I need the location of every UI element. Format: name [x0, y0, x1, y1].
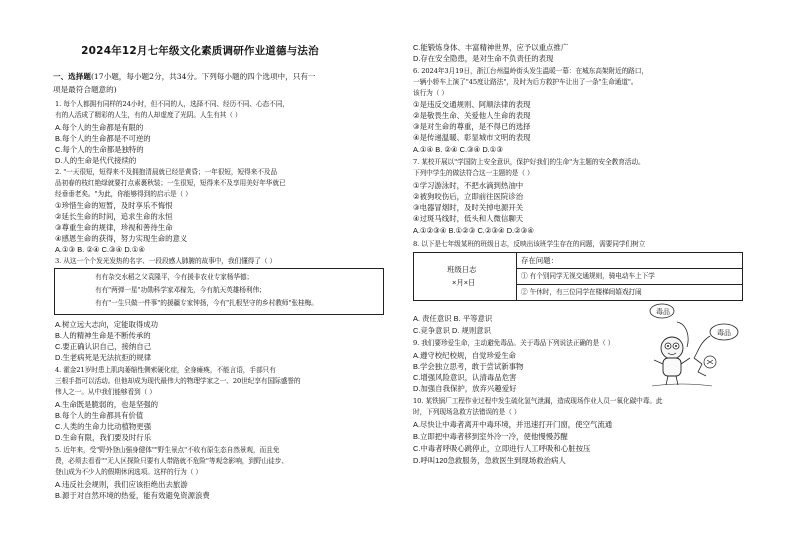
q5-option-c: C.能锻炼身体、丰富精神世界，应予以重点推广 [413, 43, 569, 52]
page-title: 2024年12月七年级文化素质调研作业道德与法治 [81, 45, 319, 57]
q4-option-a: A.生命既是脆弱的，也是坚强的 [55, 400, 159, 409]
section-heading: 一、选择题(17小题，每小题2分，共34分。下列每小题的四个选项中，只有一 [53, 72, 316, 81]
class-log-table [413, 252, 743, 301]
q7-options: A.①②③④ B.①②③ C.②③④ D.②③④ [413, 226, 535, 235]
quote-line: 有有杂交水稻之父袁隆平，今有援非农业专家杨华德； [95, 273, 254, 281]
q2-choice: ④感恩生命的获得，努力实现生命的意义 [55, 234, 188, 243]
q10-option-a: A.尽快让中毒者离开中毒环境，并迅速打开门窗，使空气流通 [413, 420, 613, 429]
q9-option-d: D.加强自我保护，放弃兴趣爱好 [413, 384, 517, 393]
q3-quote-box [54, 268, 384, 315]
q4-stem: 三根手指可以活动。但他却成为现代最伟大的物理学家之一、20世纪享有国际盛誉的 [55, 377, 301, 385]
q7-stem: 7. 某校开展以"学国防上安全意识，保护好我们的生命"为主题的安全教育活动。 [413, 158, 645, 166]
table-row-1: ① 有个别同学无视交通规则，骑电动车上下学 [521, 272, 655, 280]
q4-stem: 伟人之一。从中我们能够看到（ ） [55, 388, 156, 396]
q7-stem: 下列中学生的做法符合这一主题的是（ ） [413, 169, 534, 177]
q9-option-b: B.学会独立思考，敢于尝试新事物 [413, 362, 524, 371]
q6-options: A.①④ B. ②④ C.③④ D.①③ [413, 145, 503, 154]
q7-choice: ③电器冒烟时，及时关掉电源开关 [413, 203, 524, 212]
section-heading-cont: 项是最符合题意的) [53, 85, 117, 94]
q6-stem: 该行为（ ） [413, 89, 448, 97]
table-head: 存在问题： [521, 256, 558, 265]
q5-option-d: D.存在安全隐患，是对生命不负责任的表现 [413, 54, 554, 63]
table-log-date: ×月×日 [452, 278, 476, 287]
q3-option-c: C.要正确认识自己，接纳自己 [55, 342, 152, 351]
q3-option-a: A.树立远大志向，定能取得成功 [55, 320, 159, 329]
q1-option-b: B.每个人的生命都是不可逆的 [55, 134, 151, 143]
q7-choice: ④过斑马线时，低头和人微信聊天 [413, 214, 524, 223]
cartoon-label-right: 毒品 [717, 329, 731, 337]
q6-stem: 一辆小轿车上演了"45度让路法"，及时为后方救护车让出了一条"生命通道"。 [413, 78, 638, 86]
quote-line: 有有"一生只做一件事"的援疆专家钟扬，今有"扎根坚守的乡村教师"张桂梅。 [95, 299, 318, 307]
q10-stem: 10. 某铁锅厂工程作业过程中发生硫化氢气泄漏，造成现场作业人员一氧化碳中毒。此 [413, 397, 663, 405]
q6-choice: ④是传递温暖、彰显城市文明的表现 [413, 133, 531, 142]
q3-stem: 3. 从这一个个发光发热的名字、一段段感人肺腑的故事中，我们懂得了（ ） [55, 257, 277, 265]
q5-option-a: A.违反社会规则，我们应该拒绝出去旅游 [55, 480, 188, 489]
q2-choice: ①珍惜生命的短暂，及时享乐不悔恨 [55, 201, 173, 210]
q1-option-c: C.每个人的生命都是独特的 [55, 145, 144, 154]
q8-options-ab: A. 责任意识 B. 平等意识 [413, 314, 493, 323]
table-row-2: ② 午休时，有三位同学在楼梯间嬉戏打闹 [521, 288, 642, 296]
q9-stem: 9. 我们要珍爱生命，主动避免毒品。关于毒品下列说法正确的是（ ） [413, 339, 615, 347]
q4-option-d: D.生命有限，我们要及时行乐 [55, 433, 152, 442]
q3-option-d: D.生老病死是无法抗拒的规律 [55, 353, 152, 362]
q7-choice: ②被狗咬伤后，立即前往医院诊治 [413, 192, 524, 201]
q2-stem: 品初春的枝红艳绿就要打点素裹秋装；一生很短，短得来不及享用美好年华就已 [55, 179, 286, 187]
q4-option-b: B.每个人的生命都具有价值 [55, 411, 144, 420]
q5-stem: 5. 近年来，受"野外登山强身健体""野生景点"不收有原生态自然景观，而且免 [55, 446, 280, 454]
q10-option-c: C.中毒者呼吸心跳停止，立即进行人工呼吸和心脏按压 [413, 444, 591, 453]
q1-stem: 有的人活成了精彩的人生，有的人却虚度了光阴。人生有其（ ） [55, 111, 242, 119]
q8-stem: 8. 以下是七年级某班的班级日志，反映出该班学生存在的问题，需要同学们树立 [413, 240, 646, 248]
q2-options: A.①③ B. ②④ C.③④ D.①④ [55, 245, 145, 254]
q2-stem: 2. "一天很短，短得来不及拥抱清晨就已经是黄昏；一年很短，短得来不及品 [55, 168, 277, 176]
table-log-title: 班级日志 [447, 265, 477, 274]
q6-stem: 6. 2024年3月19日，浙江台州温岭街头发生温暖一幕：在城东高架附近的路口， [413, 67, 648, 75]
q1-option-d: D.人的生命是代代接续的 [55, 156, 137, 165]
q8-options-cd: C.竞争意识 D. 规则意识 [413, 326, 492, 335]
q9-option-c: C.增强风险意识，认清毒品危害 [413, 373, 517, 382]
q5-stem: 费，必须去看看""无人区探险只要有人带路就不危险"等观念影响，到野山徒步、 [55, 457, 288, 465]
q6-choice: ③是对生命的尊重，是不得已的选择 [413, 122, 531, 131]
q9-option-a: A.遵守校纪校规，自觉珍爱生命 [413, 351, 517, 360]
q7-choice: ①学习游泳时，不把水滴到热油中 [413, 181, 524, 190]
q4-stem: 4. 霍金21岁时患上肌肉萎缩性侧索硬化症，全身瘫痪，不能言语，手部只有 [55, 366, 276, 374]
cartoon-label-left: 毒品 [656, 308, 670, 316]
q3-option-b: B.人的精神生命是不断传承的 [55, 331, 151, 340]
q2-choice: ②延长生命的时间，追求生命的永恒 [55, 212, 173, 221]
q5-stem: 登山成为不少人的假期休闲选项。这样的行为（ ） [55, 468, 202, 476]
q2-choice: ③尊重生命的规律，珍视和善待生命 [55, 223, 173, 232]
q10-stem: 时，下列现场急救方法错误的是（ ） [413, 408, 521, 416]
q10-option-d: D.呼叫120急救服务，急救医生到现场救治病人 [413, 456, 566, 465]
q6-choice: ①是违反交通规则、阿顺法律的表现 [413, 100, 531, 109]
q4-option-c: C.人类的生命力比动植物更强 [55, 422, 152, 431]
q6-choice: ②是敬畏生命、关爱他人生命的表现 [413, 111, 531, 120]
anti-drug-cartoon [632, 302, 746, 390]
q10-option-b: B.立即把中毒者移到室外冷一冷，使他慢慢苏醒 [413, 432, 568, 441]
q1-stem: 1. 每个人都拥有同样的24小时，但不同的人，选择不同、经历不同、心态不同， [55, 100, 289, 108]
q2-stem: 经垂垂老矣。"为此，你能够得到的启示是（ ） [55, 190, 192, 198]
q5-option-b: B.源于对自然环境的热爱，能有效避免资源浪费 [55, 491, 210, 500]
q1-option-a: A.每个人的生命都是有限的 [55, 123, 144, 132]
quote-line: 有有"两弹一星"功勋科学家邓稼先，今有航天英雄杨利伟； [95, 286, 266, 294]
